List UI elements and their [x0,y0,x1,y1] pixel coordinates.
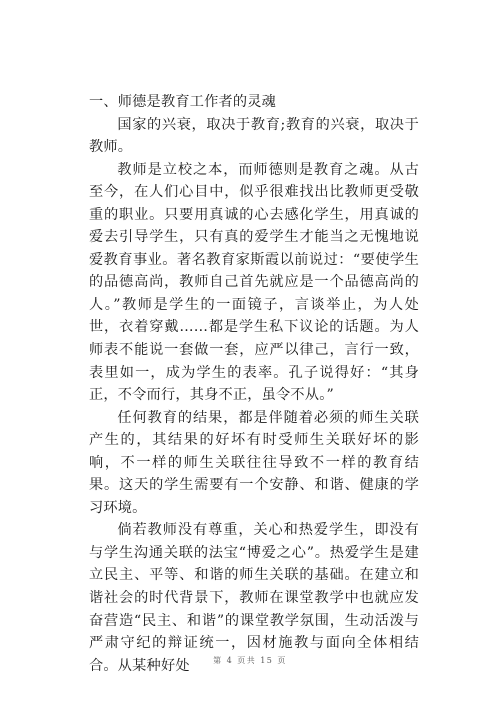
page-footer [0,655,500,666]
footer-suffix: 页 [277,656,287,665]
footer-prefix: 第 [213,656,223,665]
footer-total-pages: 15 [260,656,274,665]
paragraph-1: 国家的兴衰，取决于教育;教育的兴衰，取决于教师。 [89,116,419,156]
footer-current-page: 4 [226,656,234,665]
footer-middle: 页共 [237,656,257,665]
paragraph-4: 倘若教师没有尊重，关心和热爱学生，即没有与学生沟通关联的法宝“博爱之心”。热爱学生是建立民主、平等、和谐的师生关联的基础。在建立和谐社会的时代背景下，教师在课堂教学中也就应发奋营造“民主、和谐”的课堂教学氛围，生动活泼与严肃守纪的辩证统一，因材施教与面向全体相结合。从某种好处 [89,522,419,674]
paragraph-3: 任何教育的结果，都是伴随着必须的师生关联产生的，其结果的好坏有时受师生关联好坏的影响，不一样的师生关联往往导致不一样的教育结果。这天的学生需要有一个安静、和谐、健康的学习环境。 [89,409,419,516]
paragraph-2: 教师是立校之本，而师德则是教育之魂。从古至今，在人们心目中，似乎很难找出比教师更受敬重的职业。只要用真诚的心去感化学生，用真诚的爱去引导学生，只有真的爱学生才能当之无愧地说爱教育事业。著名教育家斯霞以前说过：“要使学生的品德高尚，教师自己首先就应是一个品德高尚的人。”教师是学生的一面镜子，言谈举止，为人处世，衣着穿戴……都是学生私下议论的话题。为人师表不能说一套做一套，应严以律己，言行一致，表里如一，成为学生的表率。孔子说得好：“其身正，不令而行，其身不正，虽令不从。” [89,161,419,404]
document-body [89,91,419,677]
section-heading: 一、师德是教育工作者的灵魂 [89,94,277,110]
